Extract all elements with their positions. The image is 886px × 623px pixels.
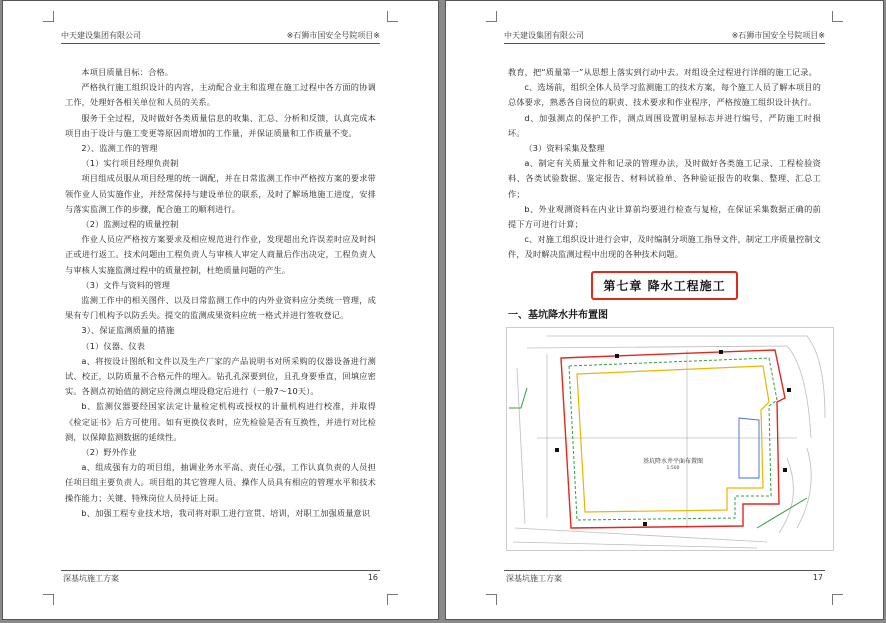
header-company: 中天建设集团有限公司 bbox=[61, 31, 141, 40]
paragraph: 严格执行施工组织设计的内容，主动配合业主和监理在施工过程中各方面的协调工作，处理好各相关单位和人员的关系。 bbox=[65, 82, 376, 108]
paragraph: 项目组成员服从项目经理的统一调配，并在日常监测工作中严格按方案的要求带领作业人员实施作业，并经常保持与建设单位的联系，及时了解场地施工进度，安排与落实监测工作的步骤，配合施工的顺利进行。 bbox=[65, 173, 376, 214]
crop-mark bbox=[43, 11, 54, 22]
paragraph: c、对施工组织设计进行会审，及时编制分项施工指导文件，制定工序质量控制文件，及时解决监测过程中出现的各种技术问题。 bbox=[508, 234, 821, 260]
paragraph: （1）实行项目经理负责制 bbox=[81, 158, 179, 169]
paragraph: 2）、监测工作的管理 bbox=[81, 143, 158, 154]
header-company: 中天建设集团有限公司 bbox=[504, 31, 584, 40]
paragraph: 监测工作中的相关图件、以及日常监测工作中的内外业资料应分类统一管理，成果有专门机构予以防丢失。提交的监测成果资料应统一格式并进行签收登记。 bbox=[65, 295, 376, 321]
header-project: ※石狮市国安全号院项目※ bbox=[731, 31, 825, 40]
crop-mark bbox=[387, 11, 398, 22]
paragraph: a、将按设计图纸和文件以及生产厂家的产品说明书对所采购的仪器设备进行测试、校正，以防质量不合格元件的埋入。钻孔孔深要到位，且孔身要垂直，回填应密实。各测点初始值的测定应待测点埋设稳定后进行（一般7～10天）。 bbox=[65, 355, 376, 397]
chapter-title: 第七章 降水工程施工 bbox=[591, 271, 737, 300]
paragraph: 本项目质量目标：合格。 bbox=[81, 67, 174, 77]
paragraph: b、外业观测资料在内业计算前均要进行检查与复检，在保证采集数据正确的前提下方可进行计算； bbox=[508, 203, 821, 230]
page-header bbox=[504, 29, 825, 44]
crop-mark bbox=[832, 594, 843, 605]
well-marker bbox=[555, 448, 559, 452]
paragraph: d、加强测点的保护工作，测点周围设置明显标志并进行编号，严防施工时损坏。 bbox=[508, 112, 821, 138]
page-footer bbox=[61, 570, 380, 583]
well-line bbox=[569, 358, 777, 520]
well-marker bbox=[615, 354, 619, 358]
page-number: 16 bbox=[367, 573, 378, 582]
crop-mark bbox=[486, 11, 497, 22]
paragraph: 教育，把“质量第一”从思想上落实到行动中去。对组设全过程进行详细的施工记录。 bbox=[508, 67, 817, 77]
page-body bbox=[508, 65, 821, 551]
footer-doc-title: 深基坑施工方案 bbox=[506, 574, 562, 583]
header-project: ※石狮市国安全号院项目※ bbox=[286, 31, 380, 40]
crop-mark bbox=[486, 594, 497, 605]
dewatering-layout-drawing bbox=[506, 327, 834, 551]
chapter-heading-wrap bbox=[508, 271, 821, 300]
figure-title: 基坑降水井平面布置图 bbox=[642, 457, 703, 465]
well-marker bbox=[783, 468, 787, 472]
paragraph: b、加强工程专业技术培，我司将对职工进行宣贯、培训，对职工加强质量意识 bbox=[81, 507, 371, 518]
pit-inner-boundary bbox=[577, 366, 769, 512]
crop-mark bbox=[43, 594, 54, 605]
paragraph: 作业人员应严格按方案要求及相应规范进行作业，发现超出允许误差时应及时纠正或进行返工。技术问题由工程负责人与审核人审定人商量后作出决定，工程负责人与审核人实施监测过程中的质量控制，杜绝质量问题的产生。 bbox=[65, 234, 376, 275]
figure-scale: 1:500 bbox=[666, 465, 680, 471]
well-marker bbox=[643, 522, 647, 526]
paragraph: 服务于全过程，及时做好各类质量信息的收集、汇总、分析和反馈，认真完成本项目由于设计与施工变更等原因而增加的工作量，并保证质量和工作质量不变。 bbox=[65, 112, 376, 138]
paragraph: （3）文件与资料的管理 bbox=[81, 279, 171, 290]
paragraph: a、组成强有力的项目组，抽调业务水平高、责任心强，工作认真负责的人员担任项目组主要负责人。项目组的其它管理人员、操作人员具有相应的管理水平和技术操作能力；关键、特殊岗位人员持证上岗。 bbox=[65, 462, 376, 503]
crop-mark bbox=[387, 594, 398, 605]
document-page-left bbox=[2, 0, 439, 620]
section-title: 一、基坑降水井布置图 bbox=[508, 309, 608, 321]
paragraph: a、制定有关质量文件和记录的管理办法，及时做好各类施工记录、工程检验资料、各类试验数据、鉴定报告、材料试验单、各种验证报告的收集、整理、汇总工作； bbox=[508, 158, 821, 199]
page-footer bbox=[504, 570, 825, 583]
well-marker bbox=[787, 388, 791, 392]
paragraph: （3）资料采集及整理 bbox=[524, 143, 605, 154]
paragraph: （2）野外作业 bbox=[81, 447, 137, 458]
paragraph: b、监测仪器要经国家法定计量检定机构或授权的计量机构进行校准，并取得《检定证书》后方可使用。如有更换仪表时，应先检验是否有互换性，并进行对比检测，以保障监测数据的延续性。 bbox=[65, 401, 376, 442]
page-body bbox=[65, 65, 376, 521]
document-page-right bbox=[445, 0, 884, 620]
paragraph: （2）监测过程的质量控制 bbox=[81, 219, 179, 230]
site-plan-svg bbox=[507, 328, 833, 550]
well-marker bbox=[719, 350, 723, 354]
page-header bbox=[61, 29, 380, 44]
paragraph: （1）仪器、仪表 bbox=[81, 340, 146, 351]
paragraph: c、选场前，组织全体人员学习监测施工的技术方案，每个施工人员了解本项目的总体要求，熟悉各自岗位的职责、技术要求和作业程序，严格按施工组织设计执行。 bbox=[508, 82, 821, 108]
pit-outline bbox=[561, 350, 785, 528]
paragraph: 3）、保证监测质量的措施 bbox=[81, 325, 175, 336]
footer-doc-title: 深基坑施工方案 bbox=[63, 574, 119, 583]
page-number: 17 bbox=[812, 573, 823, 582]
crop-mark bbox=[832, 11, 843, 22]
core-zone-outline bbox=[739, 418, 759, 478]
